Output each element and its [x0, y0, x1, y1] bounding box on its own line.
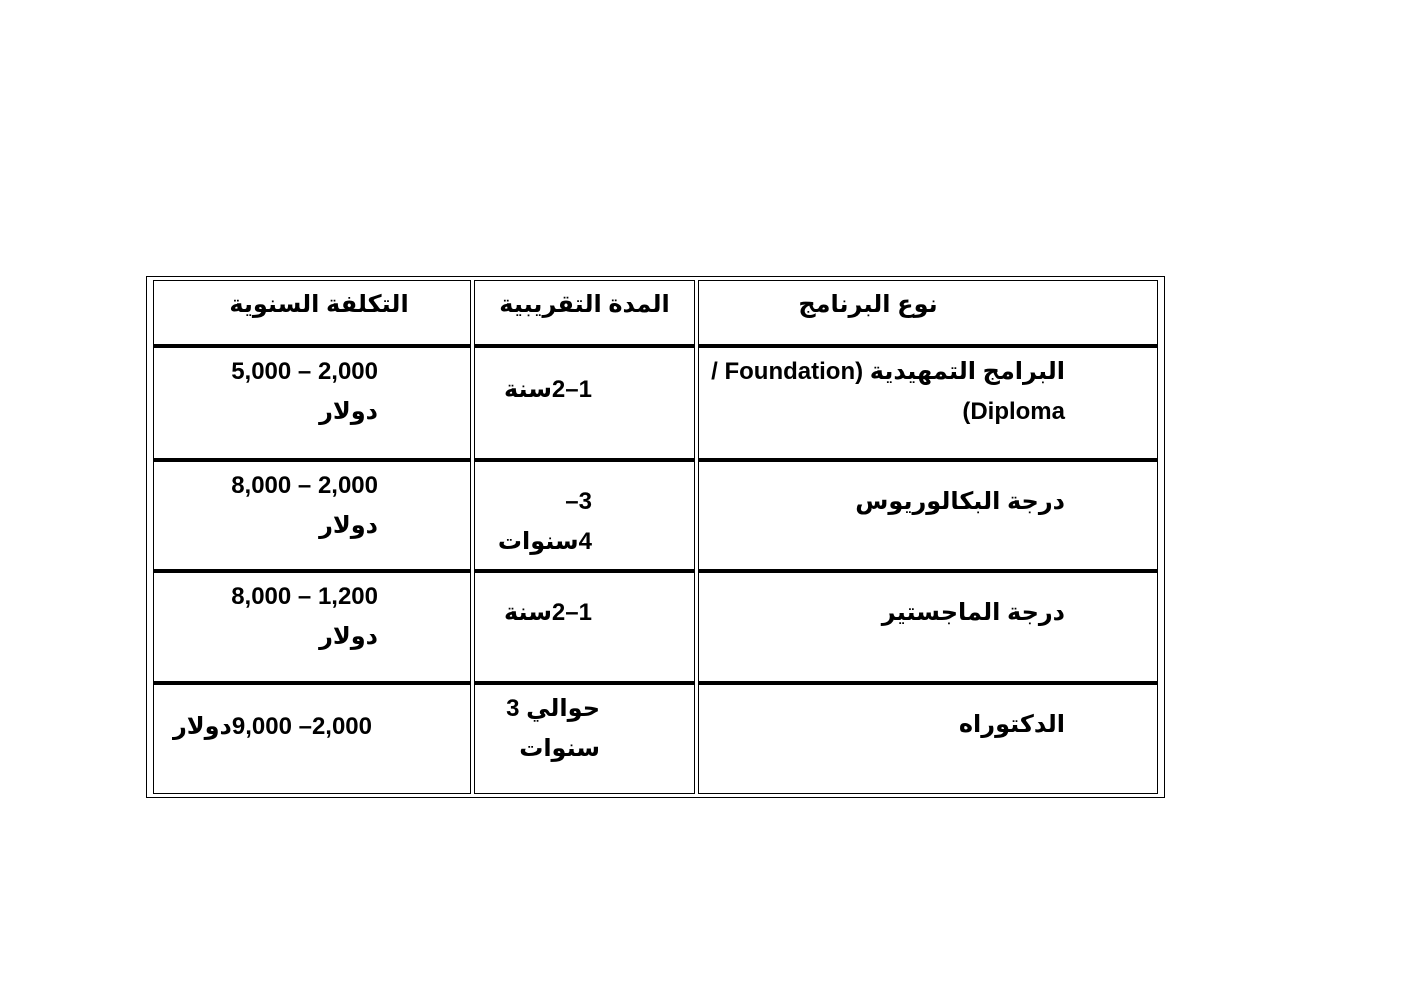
cost-cell: [153, 459, 471, 569]
program-type-cont: Diploma): [962, 398, 1065, 426]
cost-cell: [153, 570, 471, 682]
header-cell-cost: [153, 280, 471, 345]
cost-currency: دولار: [319, 398, 378, 426]
header-cost: التكلفة السنوية: [229, 291, 409, 318]
duration-value: 3–4سنوات: [497, 488, 592, 556]
duration-value: 1–2سنة: [503, 376, 592, 404]
table-row: [153, 459, 1158, 569]
cost-currency: دولار: [319, 512, 378, 540]
table-row: [153, 682, 1158, 794]
cost-value: 2,000 – 5,000: [231, 358, 378, 386]
table-row: [153, 345, 1158, 459]
duration-value-cont: سنوات: [519, 734, 600, 762]
type-cell: [698, 570, 1158, 682]
cost-value: 2,000 – 8,000: [231, 472, 378, 500]
duration-cell: [474, 682, 695, 794]
cost-table-grid: [150, 280, 1161, 794]
type-cell: [698, 682, 1158, 794]
cost-cell: [153, 682, 471, 794]
duration-cell: [474, 345, 695, 459]
header-cell-type: [698, 280, 1158, 345]
program-type: الدكتوراه: [958, 710, 1065, 738]
cost-value: 2,000– 9,000دولار: [172, 712, 372, 740]
table-row: [153, 570, 1158, 682]
type-cell: [698, 345, 1158, 459]
duration-value: حوالي 3: [506, 694, 600, 722]
program-cost-table: [146, 276, 1165, 798]
header-type: نوع البرنامج: [798, 291, 938, 318]
cost-currency: دولار: [319, 622, 378, 650]
program-type: درجة البكالوريوس: [855, 488, 1065, 516]
duration-cell: [474, 459, 695, 569]
header-duration: المدة التقريبية: [499, 291, 670, 318]
table-header-row: [153, 280, 1158, 345]
duration-value: 1–2سنة: [503, 598, 592, 626]
cost-value: 1,200 – 8,000: [231, 582, 378, 610]
type-cell: [698, 459, 1158, 569]
program-type: البرامج التمهيدية (Foundation /: [711, 358, 1065, 386]
header-cell-duration: [474, 280, 695, 345]
cost-cell: [153, 345, 471, 459]
program-type: درجة الماجستير: [881, 598, 1065, 626]
duration-cell: [474, 570, 695, 682]
